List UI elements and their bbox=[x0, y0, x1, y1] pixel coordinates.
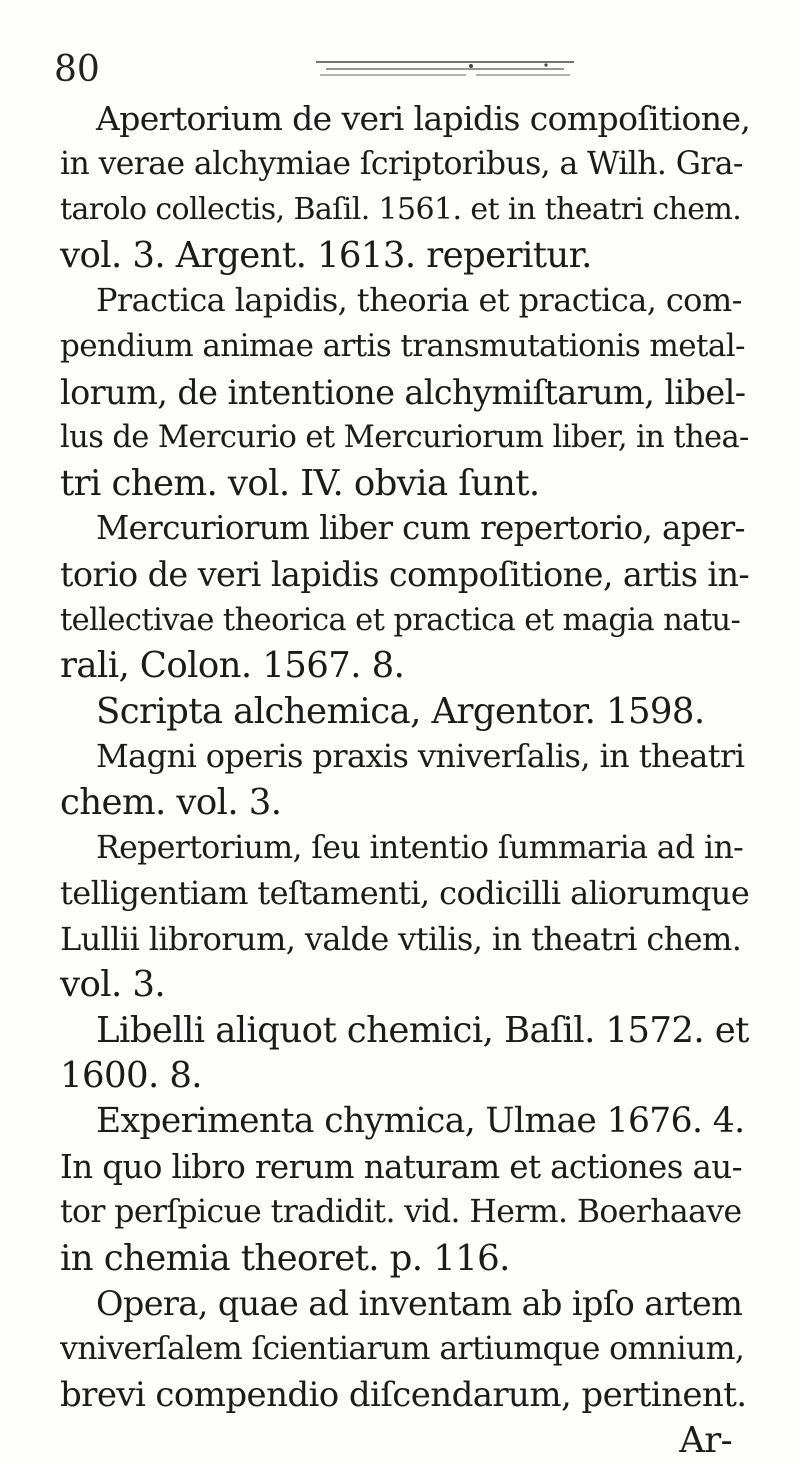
text-line: lorum, de intentione alchymiſtarum, libel- bbox=[60, 372, 746, 412]
text-line: chem. vol. 3. bbox=[60, 781, 282, 823]
text-line: Lullii librorum, valde vtilis, in theatri chem. bbox=[60, 919, 742, 958]
text-line: pendium animae artis transmutationis metal- bbox=[60, 327, 745, 364]
text-line: in verae alchymiae ſcriptoribus, a Wilh. Gra- bbox=[60, 145, 743, 182]
text-line: In quo libro rerum naturam et actiones au- bbox=[60, 1147, 742, 1186]
text-line: vniverſalem ſcientiarum artiumque omnium, bbox=[60, 1331, 745, 1368]
text-line: vol. 3. bbox=[60, 964, 166, 1006]
text-line: Magni operis praxis vniverſalis, in theatri bbox=[96, 737, 745, 776]
text-line: tellectivae theorica et practica et magia natu- bbox=[60, 602, 741, 638]
text-line: tor perſpicue tradidit. vid. Herm. Boerhaave bbox=[60, 1194, 742, 1231]
text-line: Scripta alchemica, Argentor. 1598. bbox=[96, 690, 705, 732]
text-line: Mercuriorum liber cum repertorio, aper- bbox=[96, 509, 745, 548]
text-line: Experimenta chymica, Ulmae 1676. 4. bbox=[96, 1101, 745, 1142]
text-line: Apertorium de veri lapidis compoſitione, bbox=[96, 99, 751, 138]
text-line: Practica lapidis, theoria et practica, com- bbox=[96, 281, 742, 320]
text-line: vol. 3. Argent. 1613. reperitur. bbox=[60, 234, 592, 276]
catchword: Ar- bbox=[679, 1420, 732, 1462]
body-text bbox=[60, 96, 750, 1464]
text-line: Libelli aliquot chemici, Baſil. 1572. et bbox=[96, 1009, 749, 1051]
text-line: telligentiam teſtamenti, codicilli aliorumque bbox=[60, 874, 750, 913]
text-line: tarolo collectis, Baſil. 1561. et in theatri chem. bbox=[60, 192, 742, 228]
text-line: rali, Colon. 1567. 8. bbox=[60, 645, 405, 687]
text-line: in chemia theoret. p. 116. bbox=[60, 1237, 510, 1279]
text-line: Opera, quae ad inventam ab ipſo artem bbox=[96, 1284, 743, 1324]
text-line: 1600. 8. bbox=[60, 1055, 202, 1097]
text-line: brevi compendio diſcendarum, pertinent. bbox=[60, 1374, 747, 1415]
header-rule-ornament bbox=[316, 56, 574, 78]
text-line: Repertorium, ſeu intentio ſummaria ad in- bbox=[96, 829, 744, 866]
text-line: tri chem. vol. IV. obvia ſunt. bbox=[60, 462, 540, 504]
page-number: 80 bbox=[54, 49, 100, 90]
text-line: lus de Mercurio et Mercuriorum liber, in thea- bbox=[60, 420, 749, 456]
text-line: torio de veri lapidis compoſitione, artis in- bbox=[60, 554, 750, 594]
